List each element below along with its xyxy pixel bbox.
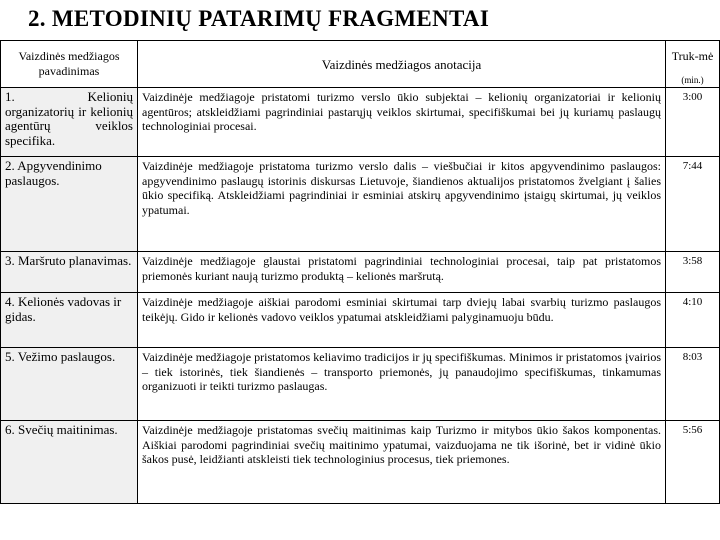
table-row [1,252,720,293]
header-annotation: Vaizdinės medžiagos anotacija [138,41,666,88]
row-annotation: Vaizdinėje medžiagoje aiškiai parodomi esminiai skirtumai tarp dviejų labai svarbių turizmo paslaugos teikėjų. Gido ir kelionės vadovo veiklos ypatumai atskleidžiami palyginamuoju būdu. [138,293,666,348]
row-name: 2. Apgyvendinimo paslaugos. [1,157,138,252]
row-duration: 5:56 [666,421,720,504]
fragments-table [0,40,720,504]
page-title: 2. METODINIŲ PATARIMŲ FRAGMENTAI [28,6,490,31]
row-name: 4. Kelionės vadovas ir gidas. [1,293,138,348]
row-annotation: Vaizdinėje medžiagoje pristatomos keliavimo tradicijos ir jų specifiškumas. Minimos ir pristatomos įvairios – tiek istorinės, tiek šiandienės – transporto priemonės, jų panaudojimo specifiškumas, tinkamumas organizuoti ir teikti turizmo paslaugas. [138,348,666,421]
table-header-row [1,41,720,88]
table-row [1,348,720,421]
row-duration: 8:03 [666,348,720,421]
table-row [1,88,720,157]
header-duration-unit: (min.) [681,75,704,85]
row-name: 6. Svečių maitinimas. [1,421,138,504]
row-name: 3. Maršruto planavimas. [1,252,138,293]
row-annotation: Vaizdinėje medžiagoje glaustai pristatomi pagrindiniai technologiniai procesai, taip pat pristatomos priemonės kuriant naują turizmo produktą – kelionės maršrutą. [138,252,666,293]
row-duration: 4:10 [666,293,720,348]
row-name: 5. Vežimo paslaugos. [1,348,138,421]
row-annotation: Vaizdinėje medžiagoje pristatoma turizmo verslo dalis – viešbučiai ir kitos apgyvendinimo paslaugos: apgyvendinimo paslaugų istorinis diskursas Lietuvoje, šiandienos aktualijos pristatomos žvelgiant į šalies ūkio specifiką. Atskleidžiami pagrindiniai ir esminiai atskirų apgyvendinimo įstaigų skirtumai, jų veiklos ypatumai. [138,157,666,252]
row-duration: 7:44 [666,157,720,252]
table-row [1,421,720,504]
row-annotation: Vaizdinėje medžiagoje pristatomas svečių maitinimas kaip Turizmo ir mitybos ūkio šakos komponentas. Aiškiai parodomi pagrindiniai svečių maitinimo ypatumai, vaizduojama ne tik išorinė, bet ir vidinė ūkio šakos pusė, leidžianti atskleisti tiek technologinius procesus, tiek priemones. [138,421,666,504]
row-name: 1. Kelionių organizatorių ir kelionių agentūrų veiklos specifika. [1,88,138,157]
row-annotation: Vaizdinėje medžiagoje pristatomi turizmo verslo ūkio subjektai – kelionių organizatoriai ir kelionių agentūros; atskleidžiami pagrindiniai pastarųjų veiklos skirtumai, specifiškumai bei jų kuriamų paslaugų technologiniai procesai. [138,88,666,157]
header-duration [666,41,720,88]
header-name: Vaizdinės medžiagos pavadinimas [1,41,138,88]
table-row [1,157,720,252]
header-duration-label: Truk-mė [671,49,714,63]
row-duration: 3:58 [666,252,720,293]
table-row [1,293,720,348]
row-duration: 3:00 [666,88,720,157]
